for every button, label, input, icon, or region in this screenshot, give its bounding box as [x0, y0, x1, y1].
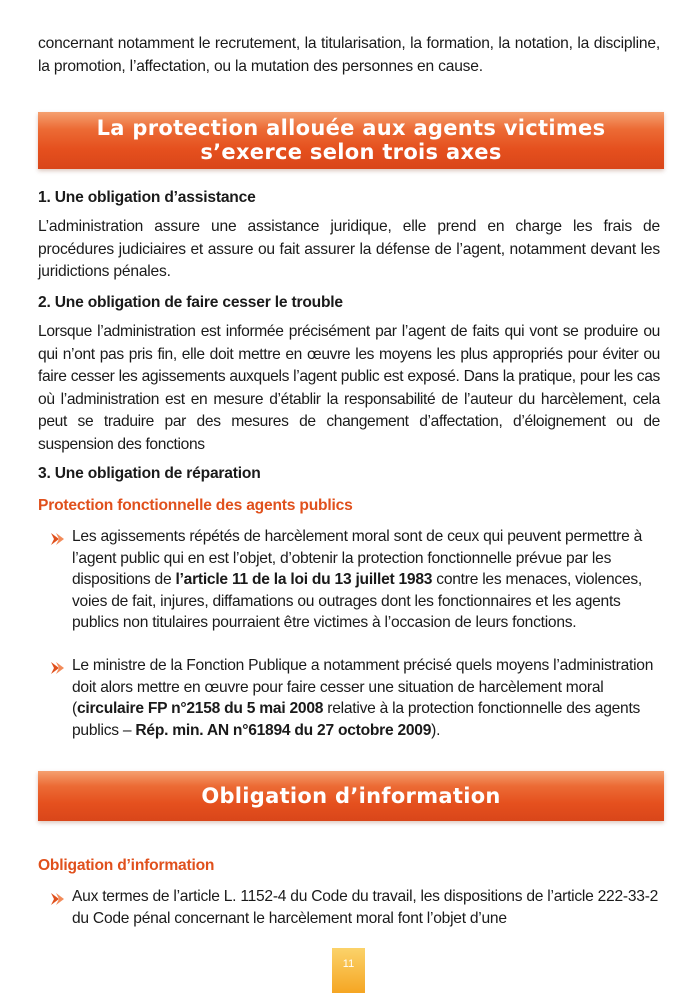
- paragraph-cesser-trouble: Lorsque l’administration est informée précisément par l’agent de faits qui vont se produire ou qui n’ont pas pris fin, elle doit mettre en œuvre les moyens les plus appropriés pour éviter ou faire cesser les agissements auxquels l’agent public est exposé. Dans la pratique, pour les cas où l’administration est en mesure d’établir la responsabilité de l’auteur du harcèlement, cela peut se traduire par des mesures de changement d’affectation, d’éloignement ou de suspension des fonctions: [38, 323, 660, 453]
- bullet2-reponse-ministerielle: Rép. min. AN n°61894 du 27 octobre 2009: [135, 721, 432, 739]
- banner-line-2: s’exerce selon trois axes: [200, 140, 502, 164]
- page-number: 11: [332, 948, 365, 993]
- bullet1-text-c: contre les menaces, violences, voies de fait, injures, diffamations ou outrages dont les fonctionnaires et les agents publics non titulaires pourraient être victimes à l’occasion de leurs fonctions.: [72, 571, 643, 632]
- paragraph-assistance: L’administration assure une assistance juridique, elle prend en charge les frais de procédures judiciaires et assure ou fait assurer la défense de l’agent, notamment devant les juridictions pénales.: [38, 218, 660, 281]
- bullet2-text-c: relative à la protection fonctionnelle des agents publics –: [72, 700, 641, 739]
- banner-line-1: La protection allouée aux agents victimes: [96, 116, 606, 140]
- heading-cesser-trouble: 2. Une obligation de faire cesser le trouble: [38, 294, 343, 311]
- bullet-protection-article-11: [72, 526, 662, 634]
- bullet2-text-e: ).: [431, 721, 441, 739]
- heading-reparation: 3. Une obligation de réparation: [38, 465, 261, 482]
- subheading-obligation-information: Obligation d’information: [38, 857, 215, 874]
- bullet1-text-a: Les agissements répétés de harcèlement moral sont de ceux qui peuvent permettre à l’agent public qui en est l’objet, d’obtenir la protection fonctionnelle prévue par les dispositions de: [72, 528, 643, 589]
- banner-obligation-information: [38, 771, 664, 821]
- banner2-title: Obligation d’information: [201, 784, 501, 808]
- arrow-bullet-icon: [50, 532, 66, 546]
- bullet2-text-a: Le ministre de la Fonction Publique a notamment précisé quels moyens l’administration doit alors mettre en œuvre pour faire cesser une situation de harcèlement moral (: [72, 657, 654, 718]
- bullet-ministre-fonction-publique: [72, 655, 662, 741]
- bullet1-law-reference: l’article 11 de la loi du 13 juillet 1983: [175, 571, 433, 589]
- arrow-bullet-icon: [50, 892, 66, 906]
- bullet2-circulaire-reference: circulaire FP n°2158 du 5 mai 2008: [76, 700, 324, 718]
- bullet-code-du-travail: Aux termes de l’article L. 1152-4 du Code du travail, les dispositions de l’article 222-33-2 du Code pénal concernant le harcèlement moral font l’objet d’une: [72, 888, 659, 927]
- banner-protection-axes: [38, 112, 664, 169]
- heading-assistance: 1. Une obligation d’assistance: [38, 189, 256, 206]
- subheading-protection-fonctionnelle: Protection fonctionnelle des agents publics: [38, 497, 353, 514]
- intro-paragraph: concernant notamment le recrutement, la titularisation, la formation, la notation, la discipline, la promotion, l’affectation, ou la mutation des personnes en cause.: [38, 35, 660, 75]
- arrow-bullet-icon: [50, 661, 66, 675]
